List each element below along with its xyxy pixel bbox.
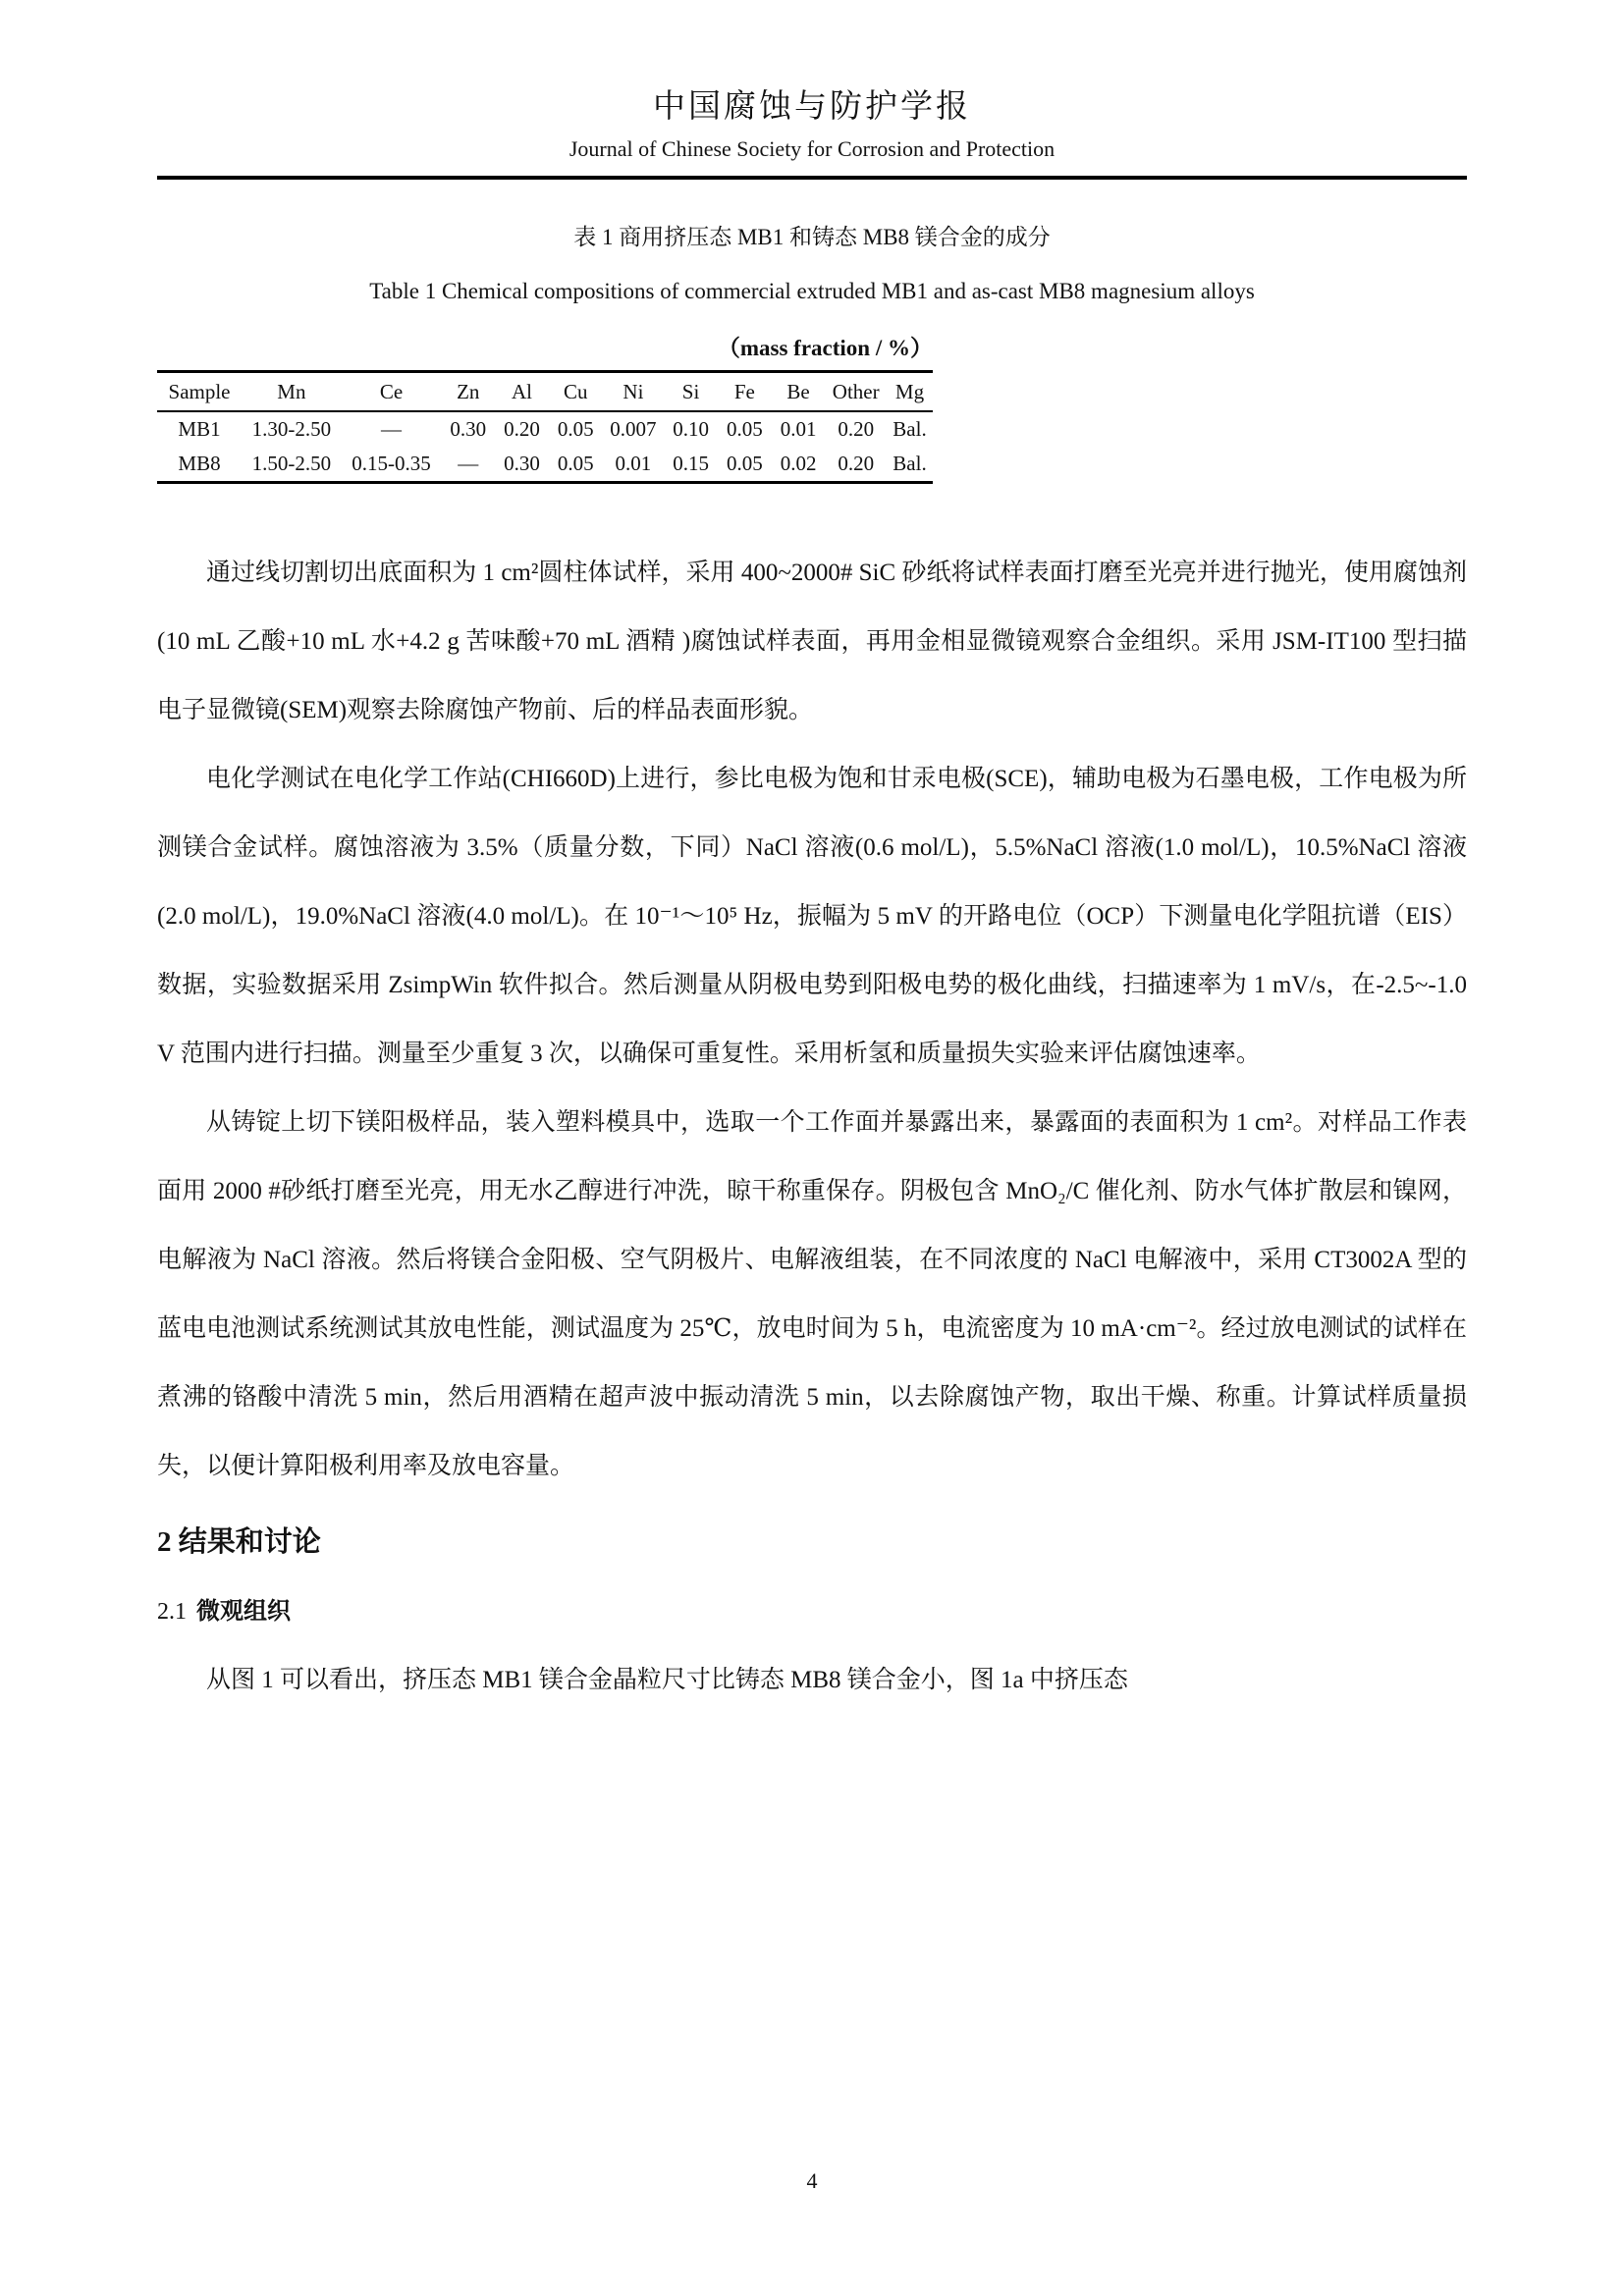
col-header-cu: Cu xyxy=(549,372,603,412)
header-rule xyxy=(157,176,1467,180)
section-heading-results: 2 结果和讨论 xyxy=(157,1526,321,1558)
paragraph-electrochemical-tests: 电化学测试在电化学工作站(CHI660D)上进行，参比电极为饱和甘汞电极(SCE)，辅助电极为石墨电极，工作电极为所测镁合金试样。腐蚀溶液为 3.5%（质量分数，下同）NaCl 溶液(0.6 mol/L)，5.5%NaCl 溶液(1.0 mol/L)，10.5%NaCl 溶液(2.0 mol/L)，19.0%NaCl 溶液(4.0 mol/L)。在 10⁻¹～10⁵ Hz，振幅为 5 mV 的开路电位（OCP）下测量电化学阻抗谱（EIS）数据，实验数据采用 ZsimpWin 软件拟合。然后测量从阴极电势到阳极电势的极化曲线，扫描速率为 1 mV/s，在-2.5~-1.0 V 范围内进行扫描。测量至少重复 3 次，以确保可重复性。采用析氢和质量损失实验来评估腐蚀速率。 xyxy=(157,766,1467,1067)
cell: 0.30 xyxy=(504,452,540,475)
cell: 0.10 xyxy=(673,417,709,441)
cell: 0.20 xyxy=(838,452,875,475)
subsection-title: 微观组织 xyxy=(196,1599,291,1625)
cell: 0.20 xyxy=(504,417,540,441)
table-caption-en: Table 1 Chemical compositions of commercial extruded MB1 and as-cast MB8 magnesium alloys xyxy=(369,279,1255,303)
col-header-sample: Sample xyxy=(157,372,242,412)
cell: 0.05 xyxy=(557,417,594,441)
cell: 0.007 xyxy=(610,417,657,441)
subsection-number: 2.1 xyxy=(157,1599,187,1625)
cell: 0.05 xyxy=(557,452,594,475)
body-text xyxy=(157,539,1467,1715)
journal-title-zh: 中国腐蚀与防护学报 xyxy=(653,89,971,125)
table-caption-zh: 表 1 商用挤压态 MB1 和铸态 MB8 镁合金的成分 xyxy=(573,225,1051,249)
composition-table xyxy=(157,370,933,484)
col-header-al: Al xyxy=(495,372,549,412)
cell: 0.20 xyxy=(838,417,875,441)
cell: 0.30 xyxy=(450,417,487,441)
page-number: 4 xyxy=(806,2168,818,2193)
cell: 0.05 xyxy=(726,452,763,475)
cell: 0.01 xyxy=(780,417,817,441)
col-header-ce: Ce xyxy=(342,372,442,412)
col-header-zn: Zn xyxy=(441,372,495,412)
cell: 0.05 xyxy=(726,417,763,441)
table-unit-note: （mass fraction / %） xyxy=(717,336,933,360)
cell: MB8 xyxy=(178,452,221,475)
table-row-mb1 xyxy=(157,411,933,447)
col-header-mg: Mg xyxy=(887,372,933,412)
cell: 0.02 xyxy=(780,452,817,475)
table-row-mb8 xyxy=(157,447,933,483)
cell: Bal. xyxy=(893,417,927,441)
paragraph-sample-preparation: 通过线切割切出底面积为 1 cm²圆柱体试样，采用 400~2000# SiC 砂纸将试样表面打磨至光亮并进行抛光，使用腐蚀剂(10 mL 乙酸+10 mL 水+4.2 g 苦味酸+70 mL 酒精 )腐蚀试样表面，再用金相显微镜观察合金组织。采用 JSM-IT100 型扫描电子显微镜(SEM)观察去除腐蚀产物前、后的样品表面形貌。 xyxy=(157,560,1467,723)
col-header-fe: Fe xyxy=(718,372,772,412)
cell: 1.30-2.50 xyxy=(251,417,332,441)
paragraph-microstructure-intro: 从图 1 可以看出，挤压态 MB1 镁合金晶粒尺寸比铸态 MB8 镁合金小，图 1a 中挤压态 xyxy=(206,1667,1128,1693)
cell: MB1 xyxy=(178,417,221,441)
cell: 0.01 xyxy=(615,452,652,475)
cell: — xyxy=(458,452,479,475)
col-header-be: Be xyxy=(772,372,826,412)
paragraph-discharge-tests: 从铸锭上切下镁阳极样品，装入塑料模具中，选取一个工作面并暴露出来，暴露面的表面积为 1 cm²。对样品工作表面用 2000 #砂纸打磨至光亮，用无水乙醇进行冲洗，晾干称重保存。阴极包含 MnO₂/C 催化剂、防水气体扩散层和镍网，电解液为 NaCl 溶液。然后将镁合金阳极、空气阴极片、电解液组装，在不同浓度的 NaCl 电解液中，采用 CT3002A 型的蓝电电池测试系统测试其放电性能，测试温度为 25℃，放电时间为 5 h，电流密度为 10 mA·cm⁻²。经过放电测试的试样在煮沸的铬酸中清洗 5 min，然后用酒精在超声波中振动清洗 5 min，以去除腐蚀产物，取出干燥、称重。计算试样质量损失，以便计算阳极利用率及放电容量。 xyxy=(157,1109,1467,1479)
col-header-other: Other xyxy=(825,372,887,412)
col-header-si: Si xyxy=(664,372,718,412)
cell: 0.15-0.35 xyxy=(352,452,431,475)
journal-title-en: Journal of Chinese Society for Corrosion and Protection xyxy=(568,136,1056,161)
journal-header xyxy=(157,80,1467,180)
cell: — xyxy=(381,417,403,441)
col-header-mn: Mn xyxy=(242,372,342,412)
subsection-heading-microstructure xyxy=(157,1577,1467,1646)
cell: 1.50-2.50 xyxy=(251,452,332,475)
col-header-ni: Ni xyxy=(603,372,665,412)
cell: 0.15 xyxy=(673,452,709,475)
table-header-row xyxy=(157,372,933,412)
cell: Bal. xyxy=(893,452,927,475)
